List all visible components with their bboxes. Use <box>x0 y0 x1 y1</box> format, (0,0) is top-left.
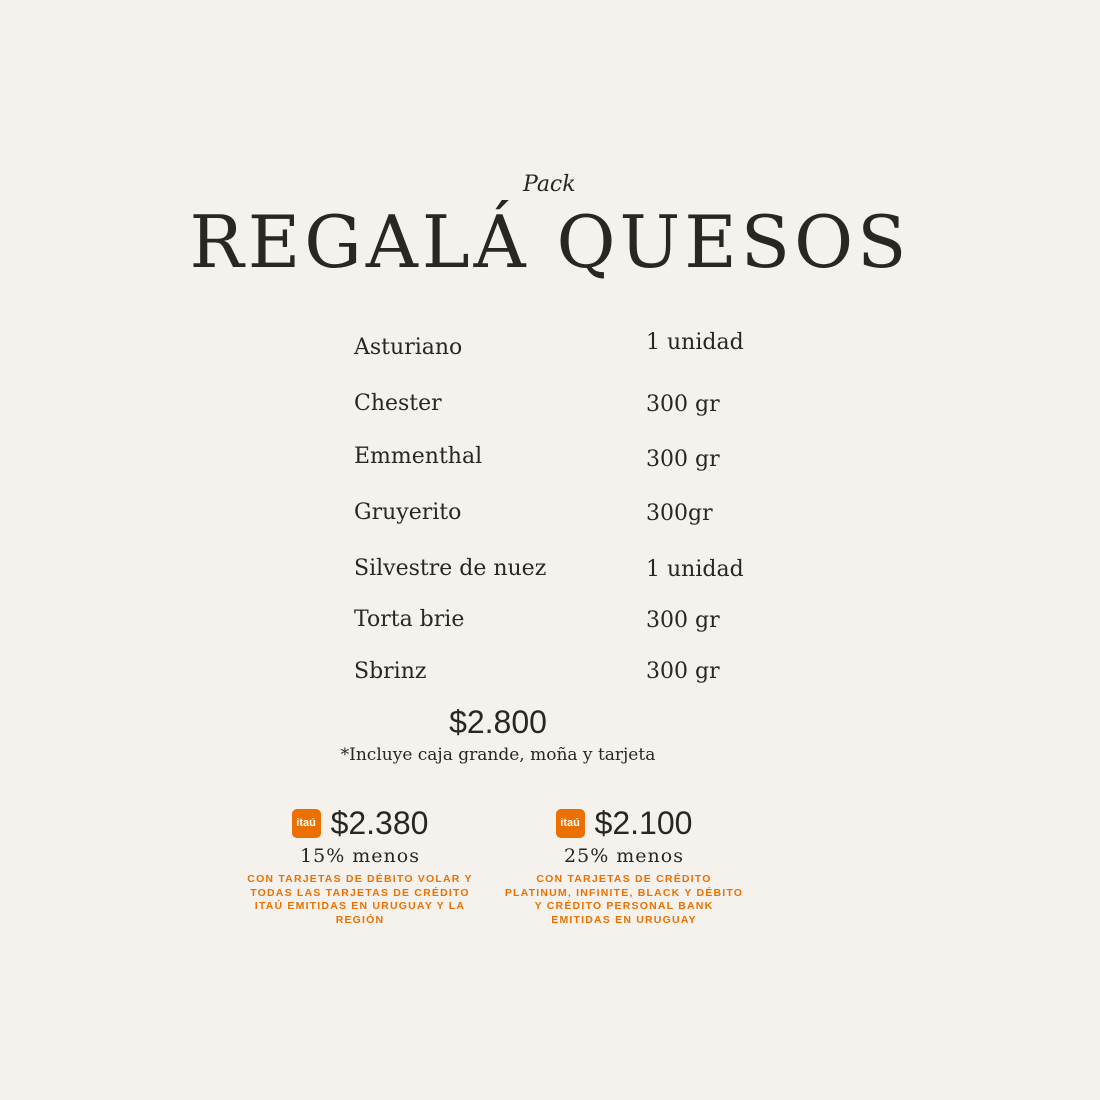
offer-card <box>240 803 480 927</box>
offer-conditions: CON TARJETAS DE DÉBITO VOLAR Y TODAS LAS TARJETAS DE CRÉDITO ITAÚ EMITIDAS EN URUGUAY Y LA REGIÓN <box>247 873 473 926</box>
list-item-name: Torta brie <box>354 607 465 632</box>
list-item-qty: 300 gr <box>646 659 720 684</box>
list-item-name: Gruyerito <box>354 500 462 525</box>
list-item-name: Asturiano <box>354 335 463 360</box>
itau-logo-icon: itaú <box>556 809 585 838</box>
offer-conditions: CON TARJETAS DE CRÉDITO PLATINUM, INFINITE, BLACK Y DÉBITO Y CRÉDITO PERSONAL BANK EMITIDAS EN URUGUAY <box>504 873 744 926</box>
list-item-qty: 1 unidad <box>646 557 744 582</box>
list-item-qty: 300 gr <box>646 392 720 417</box>
pack-subtitle: Pack <box>523 172 576 197</box>
list-item-qty: 300 gr <box>646 447 720 472</box>
pack-price: $2.800 <box>449 704 547 740</box>
offer-discount: 15% menos <box>300 845 420 867</box>
list-item-qty: 1 unidad <box>646 330 744 355</box>
list-item-qty: 300 gr <box>646 608 720 633</box>
list-item-name: Emmenthal <box>354 444 483 469</box>
offer-card <box>504 803 744 927</box>
list-item-name: Silvestre de nuez <box>354 556 547 581</box>
list-item-name: Chester <box>354 391 442 416</box>
itau-logo-icon: itaú <box>292 809 321 838</box>
offer-price: $2.100 <box>594 804 693 841</box>
page-title: REGALÁ QUESOS <box>189 200 911 284</box>
offer-price: $2.380 <box>330 804 429 841</box>
list-item-qty: 300gr <box>646 501 713 526</box>
offer-discount: 25% menos <box>564 845 684 867</box>
includes-note: *Incluye caja grande, moña y tarjeta <box>340 745 656 765</box>
list-item-name: Sbrinz <box>354 659 427 684</box>
